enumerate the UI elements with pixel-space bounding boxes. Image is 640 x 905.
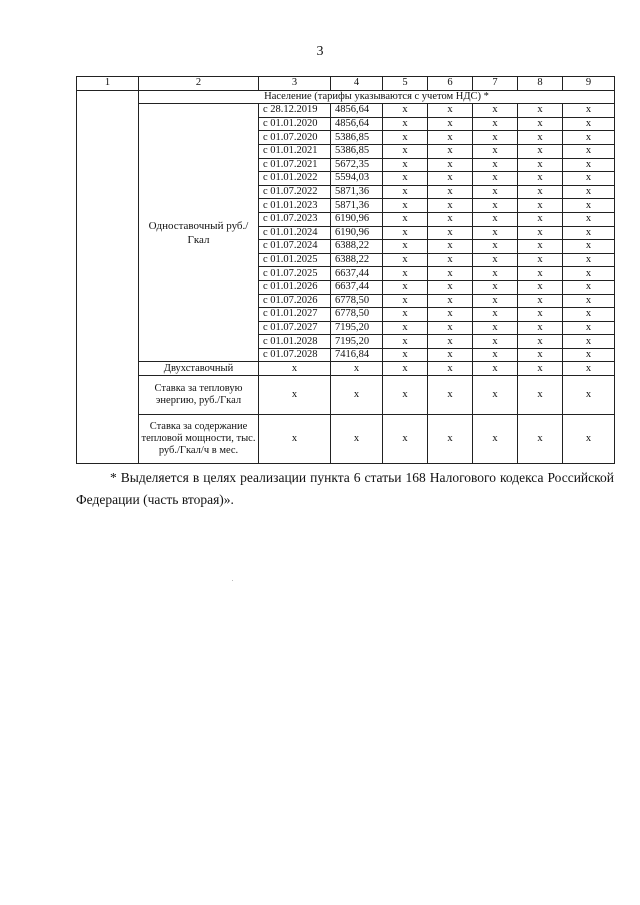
x-mark: х [563,376,615,415]
x-mark: х [518,253,563,267]
x-mark: х [473,240,518,254]
x-mark: х [428,226,473,240]
tariff-value: 5594,03 [331,172,383,186]
x-mark: х [473,308,518,322]
x-mark: х [383,321,428,335]
x-mark: х [428,240,473,254]
x-mark: х [383,362,428,376]
tariff-value: 6388,22 [331,253,383,267]
column-number-1: 1 [77,77,139,91]
x-mark: х [428,362,473,376]
x-mark: х [563,117,615,131]
x-mark: х [473,348,518,362]
x-mark: х [428,253,473,267]
x-mark: х [563,199,615,213]
x-mark: х [473,226,518,240]
x-mark: х [259,415,331,464]
x-mark: х [473,199,518,213]
x-mark: х [473,117,518,131]
tariff-value: 6190,96 [331,226,383,240]
effective-date: с 01.07.2021 [259,158,331,172]
x-mark: х [563,348,615,362]
x-mark: х [563,335,615,349]
x-mark: х [473,104,518,118]
x-mark: х [563,131,615,145]
tariff-value: 6388,22 [331,240,383,254]
x-mark: х [383,267,428,281]
x-mark: х [563,321,615,335]
x-mark: х [428,280,473,294]
x-mark: х [428,376,473,415]
x-mark: х [563,158,615,172]
x-mark: х [563,280,615,294]
effective-date: с 01.01.2020 [259,117,331,131]
effective-date: с 01.07.2028 [259,348,331,362]
x-mark: х [518,212,563,226]
x-mark: х [563,144,615,158]
x-mark: х [428,104,473,118]
effective-date: с 01.07.2022 [259,185,331,199]
column-number-6: 6 [428,77,473,91]
x-mark: х [563,415,615,464]
x-mark: х [428,212,473,226]
effective-date: с 01.07.2020 [259,131,331,145]
effective-date: с 01.01.2025 [259,253,331,267]
x-mark: х [518,158,563,172]
x-mark: х [259,376,331,415]
x-mark: х [383,348,428,362]
x-mark: х [518,185,563,199]
x-mark: х [473,362,518,376]
tariff-value: 5386,85 [331,131,383,145]
footnote: * Выделяется в целях реализации пункта 6 статьи 168 Налогового кодекса Российской Федерации (часть вторая)». [76,470,614,507]
tariff-value: 7195,20 [331,321,383,335]
column-number-8: 8 [518,77,563,91]
energy-rate-label: Ставка за тепловую энергию, руб./Гкал [139,376,259,415]
x-mark: х [518,308,563,322]
x-mark: х [383,415,428,464]
table-row [77,362,615,376]
tariff-value: 4856,64 [331,104,383,118]
x-mark: х [331,415,383,464]
x-mark: х [428,335,473,349]
x-mark: х [473,144,518,158]
tariff-value: 5386,85 [331,144,383,158]
x-mark: х [473,321,518,335]
x-mark: х [383,144,428,158]
header-row [77,77,615,91]
x-mark: х [383,280,428,294]
capacity-rate-label: Ставка за содержание тепловой мощности, тыс. руб./Гкал/ч в мес. [139,415,259,464]
x-mark: х [428,267,473,281]
x-mark: х [473,294,518,308]
x-mark: х [473,280,518,294]
x-mark: х [383,226,428,240]
tariff-table-body [77,77,615,464]
x-mark: х [563,294,615,308]
effective-date: с 01.01.2021 [259,144,331,158]
group-row [77,90,615,104]
tariff-value: 5672,35 [331,158,383,172]
column-number-7: 7 [473,77,518,91]
column-number-5: 5 [383,77,428,91]
x-mark: х [473,335,518,349]
x-mark: х [428,308,473,322]
effective-date: с 01.01.2023 [259,199,331,213]
x-mark: х [428,415,473,464]
x-mark: х [383,308,428,322]
x-mark: х [563,362,615,376]
x-mark: х [428,131,473,145]
x-mark: х [563,185,615,199]
tariff-value: 4856,64 [331,117,383,131]
x-mark: х [428,199,473,213]
x-mark: х [473,415,518,464]
table-row [77,104,615,118]
x-mark: х [473,267,518,281]
x-mark: х [518,226,563,240]
table-row [77,415,615,464]
x-mark: х [383,172,428,186]
x-mark: х [383,199,428,213]
x-mark: х [518,267,563,281]
x-mark: х [518,240,563,254]
x-mark: х [473,131,518,145]
effective-date: с 01.07.2027 [259,321,331,335]
x-mark: х [428,158,473,172]
x-mark: х [473,212,518,226]
tariff-value: 5871,36 [331,199,383,213]
tariff-value: 6637,44 [331,267,383,281]
x-mark: х [428,294,473,308]
x-mark: х [518,348,563,362]
x-mark: х [518,131,563,145]
x-mark: х [383,185,428,199]
effective-date: с 01.01.2026 [259,280,331,294]
x-mark: х [518,104,563,118]
x-mark: х [428,117,473,131]
scan-speck [232,580,233,581]
column-1-blank [77,90,139,463]
column-number-4: 4 [331,77,383,91]
effective-date: с 01.01.2024 [259,226,331,240]
table-row [77,376,615,415]
x-mark: х [518,321,563,335]
x-mark: х [473,172,518,186]
tariff-value: 6190,96 [331,212,383,226]
x-mark: х [563,253,615,267]
column-number-2: 2 [139,77,259,91]
x-mark: х [428,348,473,362]
x-mark: х [428,321,473,335]
tariff-table [76,76,615,464]
x-mark: х [518,294,563,308]
effective-date: с 01.07.2025 [259,267,331,281]
x-mark: х [518,199,563,213]
tariff-value: 7195,20 [331,335,383,349]
x-mark: х [383,104,428,118]
x-mark: х [563,308,615,322]
x-mark: х [518,280,563,294]
x-mark: х [518,144,563,158]
effective-date: с 01.01.2022 [259,172,331,186]
x-mark: х [563,226,615,240]
x-mark: х [563,267,615,281]
x-mark: х [518,415,563,464]
column-number-9: 9 [563,77,615,91]
x-mark: х [563,240,615,254]
x-mark: х [428,172,473,186]
x-mark: х [331,376,383,415]
x-mark: х [383,240,428,254]
x-mark: х [428,185,473,199]
one-part-rate-label: Одноставочный руб./Гкал [139,104,259,362]
x-mark: х [563,104,615,118]
x-mark: х [383,158,428,172]
effective-date: с 28.12.2019 [259,104,331,118]
x-mark: х [331,362,383,376]
x-mark: х [428,144,473,158]
page-number: 3 [316,44,324,59]
x-mark: х [563,212,615,226]
x-mark: х [563,172,615,186]
x-mark: х [383,335,428,349]
x-mark: х [473,185,518,199]
tariff-value: 6778,50 [331,294,383,308]
x-mark: х [518,362,563,376]
column-number-3: 3 [259,77,331,91]
x-mark: х [383,131,428,145]
x-mark: х [473,158,518,172]
x-mark: х [383,212,428,226]
x-mark: х [383,294,428,308]
x-mark: х [259,362,331,376]
effective-date: с 01.01.2027 [259,308,331,322]
effective-date: с 01.07.2024 [259,240,331,254]
x-mark: х [518,172,563,186]
group-title: Население (тарифы указываются с учетом НДС) * [139,90,615,104]
effective-date: с 01.07.2026 [259,294,331,308]
tariff-value: 6778,50 [331,308,383,322]
effective-date: с 01.07.2023 [259,212,331,226]
x-mark: х [473,253,518,267]
tariff-value: 7416,84 [331,348,383,362]
x-mark: х [383,376,428,415]
x-mark: х [518,335,563,349]
x-mark: х [518,376,563,415]
x-mark: х [383,253,428,267]
tariff-value: 5871,36 [331,185,383,199]
effective-date: с 01.01.2028 [259,335,331,349]
x-mark: х [473,376,518,415]
x-mark: х [518,117,563,131]
two-part-rate-label: Двухставочный [139,362,259,376]
x-mark: х [383,117,428,131]
tariff-value: 6637,44 [331,280,383,294]
